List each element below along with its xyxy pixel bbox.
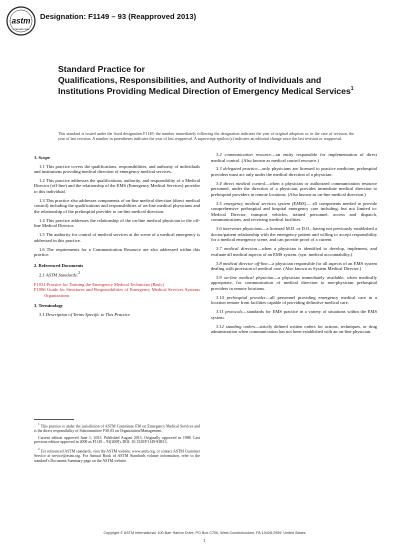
para-1-5: 1.5 The authority for control of medical services at the scene of a medical emergency is addressed in this practice. [34, 232, 200, 243]
reference-f1031: F1031 Practice for Training the Emergency Medical Technician (Basic) [34, 281, 165, 287]
para-3-9: 3.9 on-line medical physician—a physician immediately available, when medically appropriate, for communication of medical direction to non-physician prehospital providers in remote locations. [211, 274, 377, 292]
astm-logo [6, 6, 36, 36]
section-scope-heading: 1. Scope [34, 155, 50, 160]
para-1-3: 1.3 This practice also addresses components of on-line medical direction (direct medical control) including the qualifications and responsibilities of on-line medical physicians and the relationship of the prehospital provider to on-line medical direction. [34, 197, 200, 214]
footnote-rule [34, 419, 74, 420]
para-3-11: 3.11 protocols—standards for EMS practice in a variety of situations within the EMS system. [211, 309, 378, 320]
reference-f1086: F1086 Guide for Structures and Responsibilities of Emergency Medical Services Systems Organizations [34, 287, 200, 298]
para-3-4: 3.4 direct medical control—when a physician or authorized communication resource personnel, under the direction of a physician, provides immediate medical direction to prehospital providers in remote locations. (Also known as on-line medical direction.) [211, 180, 377, 197]
page-number: 1 [203, 538, 206, 543]
para-2-1: 2.1 ASTM Standards:$^2$ [39, 271, 81, 278]
reference-f1086-link[interactable]: F1086 [34, 287, 46, 293]
para-3-10: 3.10 prehospital provider—all personnel providing emergency medical care in a location remote from facilities capable of providing definitive medical care. [211, 294, 377, 306]
section-terminology-heading: 3. Terminology [34, 303, 64, 309]
document-title [58, 64, 358, 97]
left-column [34, 152, 200, 321]
title-main: Qualifications, Responsibilities, and Authority of Individuals and Institutions Providing Medical Direction of Emergency Medical Services$^1$ [58, 75, 354, 96]
standard-note: This standard is issued under the fixed designation F1149; the number immediately following the designation indicates the year of original adoption or, in the case of revision, the year of last revision. A number in parentheses indicates the year of last reapproval. A superscript epsilon (ε) indicates an editorial change since the last revision or reapproval. [58, 131, 354, 142]
para-1-4: 1.4 This practice addresses the relationship of the on-line medical physician to the off-line Medical Director. [34, 217, 200, 229]
para-1-2: 1.2 This practice addresses the qualifications, authority, and responsibility of a Medical Director (off-line) and the relationship of the EMS (Emergency Medical Services) provider to this individual. [34, 177, 200, 195]
para-3-3: 3.3 delegated practice—only physicians are licensed to practice medicine; prehospital providers must act only under the medical direction of a physician. [211, 166, 377, 177]
footnotes [34, 419, 200, 466]
svg-text:astm: astm [11, 16, 31, 26]
right-column [211, 152, 377, 338]
para-3-7: 3.7 medical direction—when a physician is identified to develop, implement, and evaluate all medical aspects of an EMS system. (syn. medical accountability.) [211, 246, 377, 257]
footnote-1-edition: Current edition approved June 1, 2013. Published August 2013. Originally approved in 1988. Last previous edition approved in 2008 as F1149 – 93(2008). DOI: 10.1520/F1149-93R13. [34, 435, 200, 445]
svg-text:INTERNATIONAL: INTERNATIONAL [12, 29, 30, 31]
para-3-1: 3.1 Description of Terms Specific to This Practice [39, 311, 130, 317]
title-footnote-mark: 1 [350, 86, 354, 93]
para-3-12: 3.12 standing orders—strictly defined written orders for actions, techniques, or drug administration when communication has not been established with an on-line physician. [211, 323, 377, 335]
footnote-1: $^1$ This practice is under the jurisdiction of ASTM Committee F30 on Emergency Medical Services and is the direct responsibility of Subcommittee F30.03 on Organization/Management. [34, 422, 200, 433]
section-references-heading: 2. Referenced Documents [34, 262, 84, 268]
para-1-1: 1.1 This practice covers the qualifications, responsibilities, and authority of individuals and institutions providing medical direction of emergency medical services. [34, 163, 200, 175]
title-prefix: Standard Practice for [58, 64, 145, 74]
para-3-6: 3.6 intervener physicians—a licensed M.D. or D.O., having not previously established a doctor/patient relationship with the emergency patient and willing to accept responsibility for a medical emergency scene, and can provide proof of a current [211, 226, 377, 243]
para-3-2: 3.2 communication resource—an entity responsible for implementation of direct medical control. (Also known as medical control resource.) [211, 152, 377, 163]
designation: Designation: F1149 – 93 (Reapproved 2013) [40, 12, 197, 21]
footnote-2: $^2$ For referenced ASTM standards, visit the ASTM website, www.astm.org, or contact ASTM Customer Service at service@astm.org. For Annual Book of ASTM Standards volume information, refer to the standard's Document Summary page on the ASTM website. [34, 447, 200, 463]
copyright-footer: Copyright © ASTM International, 100 Barr Harbor Drive, PO Box C700, West Conshohocken, PA 19428-2959. United States [103, 531, 306, 535]
reference-f1031-link[interactable]: F1031 [34, 281, 46, 287]
para-3-8: 3.8 medical director off-line—a physician responsible for all aspects of an EMS system dealing with provision of medical care. (Also known as System Medical Director.) [211, 260, 378, 272]
para-3-5: 3.5 emergency medical services system (EMSS)— all components needed to provide comprehensive prehospital and hospital emergency care including, but not limited to: Medical Director, transport vehicles, trained personnel, access and dispatch, communications, and receiving medical facilities. [211, 200, 377, 223]
para-1-6: 1.6 The requirements for a Communication Resource are also addressed within this practice. [34, 246, 200, 258]
